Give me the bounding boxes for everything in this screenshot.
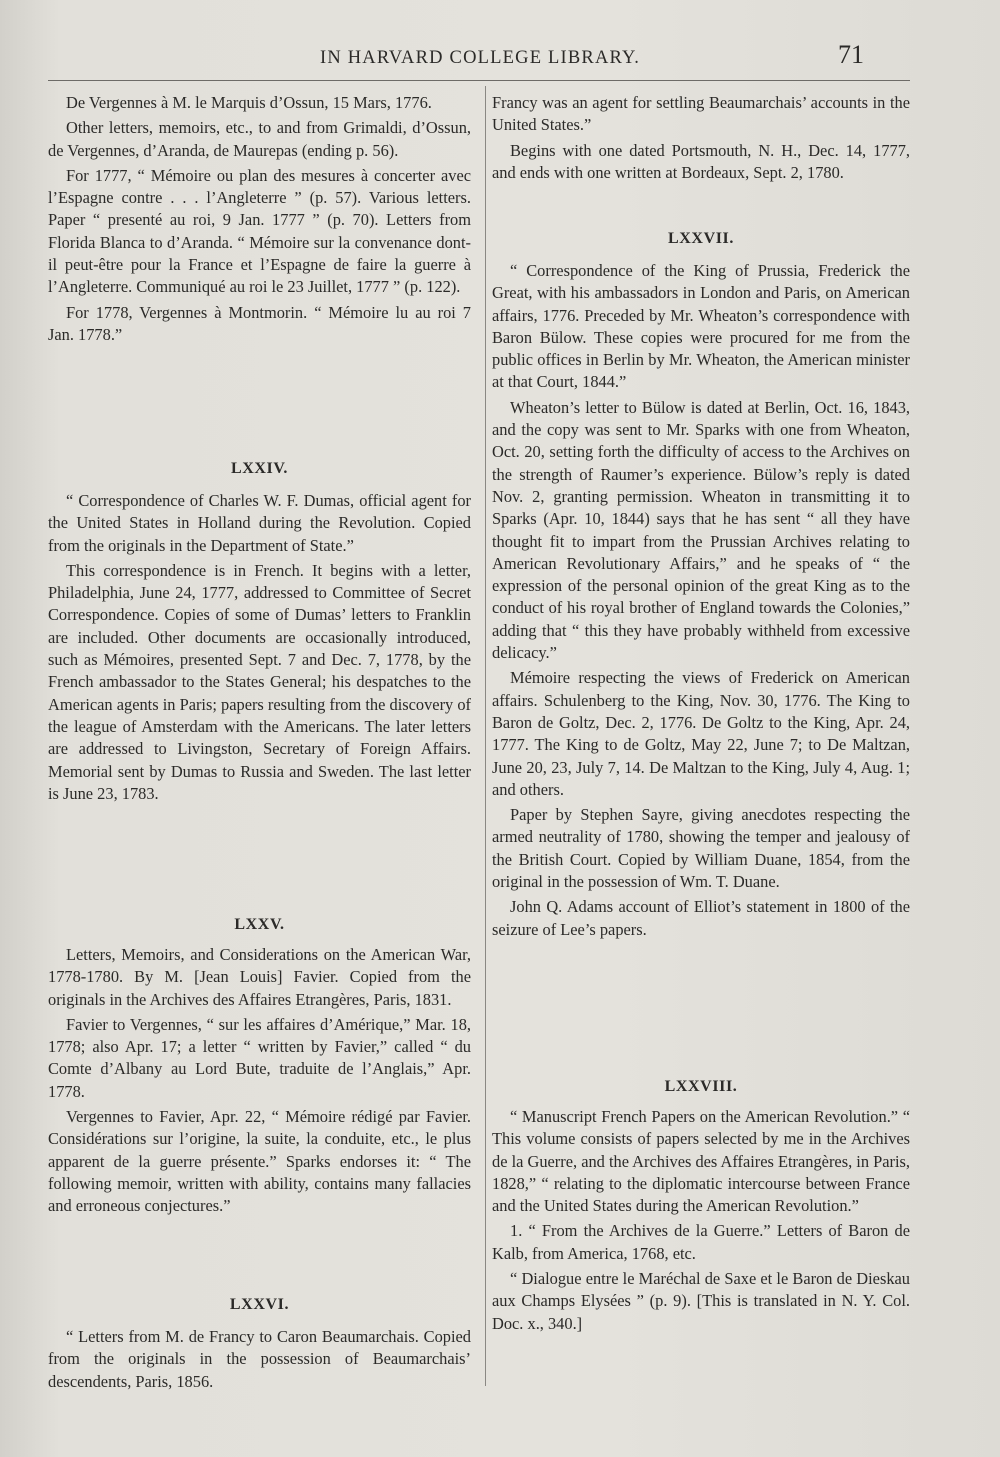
- header-rule: [48, 80, 910, 81]
- section-heading: LXXVII.: [668, 230, 734, 247]
- paragraph: Favier to Vergennes, “ sur les affaires d’Amérique,” Mar. 18, 1778; also Apr. 17; a letter “ written by Favier,” called “ du Comte d’Albany au Lord Bute, traduite de l’Anglais,” Apr. 1778.: [48, 1014, 471, 1101]
- paragraph: For 1777, “ Mémoire ou plan des mesures à concerter avec l’Espagne contre . . . l’Angleterre ” (p. 57). Various letters. Paper “ presenté au roi, 9 Jan. 1777 ” (p. 70). Letters from Florida Blanca to d’Aranda. “ Mémoire sur la convenance dont-il peut-être pour la France et l’Espagne de faire la guerre à l’Angleterre. Communiqué au roi le 23 Juillet, 1777 ” (p. 122).: [48, 165, 471, 297]
- paragraph: Vergennes to Favier, Apr. 22, “ Mémoire rédigé par Favier. Considérations sur l’origine, la suite, la conduite, etc., le plus apparent de la guerre présente.” Sparks endorses it: “ The following memoir, written with ability, contains many fallacies and erroneous conjectures.”: [48, 1107, 471, 1216]
- section-heading: LXXV.: [234, 916, 285, 933]
- section-lxxvii-body: [492, 260, 910, 944]
- paragraph: Letters, Memoirs, and Considerations on the American War, 1778-1780. By M. [Jean Louis] Favier. Copied from the originals in the Archives des Affaires Etrangères, Paris, 1831.: [48, 945, 471, 1009]
- paragraph: “ Correspondence of the King of Prussia, Frederick the Great, with his ambassadors in London and Paris, on American affairs, 1776. Preceded by Mr. Wheaton’s correspondence with Baron Bülow. These copies were procured for me from the public offices in Berlin by Mr. Wheaton, the American minister at that Court, 1844.”: [492, 261, 910, 392]
- running-head: IN HARVARD COLLEGE LIBRARY.: [319, 48, 641, 68]
- section-lxxviii: [492, 1076, 910, 1098]
- section-lxxv-body: [48, 944, 471, 1221]
- section-lxxiii-continued: [48, 92, 471, 349]
- paragraph: Wheaton’s letter to Bülow is dated at Berlin, Oct. 16, 1843, and the copy was sent to Mr. Sparks with one from Wheaton, Oct. 20, setting forth the difficulty of access to the Archives on the strength of Raumer’s experience. Bülow’s reply is dated Nov. 2, granting permission. Wheaton in transmitting it to Sparks (Apr. 10, 1844) says that he has sent “ all they have thought fit to impart from the Prussian Archives relating to American Revolutionary Affairs,” and he speaks of “ the expression of the personal opinion of the great King as to the conduct of his royal brother of England towards the Colonies,” adding that “ this they have probably withheld from excessive delicacy.”: [492, 397, 910, 663]
- paragraph: This correspondence is in French. It begins with a letter, Philadelphia, June 24, 1777, addressed to Committee of Secret Correspondence. Copies of some of Dumas’ letters to Franklin are included. Other documents are occasionally introduced, such as Mémoires, presented Sept. 7 and Dec. 7, 1778, by the French ambassador to the States General; his despatches to the American agents in Paris; papers resulting from the discovery of the league of Amsterdam with the Americans. The later letters are addressed to Livingston, Secretary of Foreign Affairs. Memorial sent by Dumas to Russia and Sweden. The last letter is June 23, 1783.: [48, 560, 471, 803]
- section-lxxvi-body: [48, 1326, 471, 1396]
- paragraph: Mémoire respecting the views of Frederick on American affairs. Schulenberg to the King, Nov. 30, 1776. The King to Baron de Goltz, Dec. 2, 1776. De Goltz to the King, Apr. 24, 1777. The King to de Goltz, May 22, June 7; to De Maltzan, June 20, 23, July 7, 14. De Maltzan to the King, July 4, Aug. 1; and others.: [492, 668, 910, 799]
- paragraph: “ Correspondence of Charles W. F. Dumas, official agent for the United States in Holland during the Revolution. Copied from the originals in the Department of State.”: [48, 491, 471, 555]
- section-heading: LXXVI.: [229, 1296, 290, 1313]
- section-lxxiv-body: [48, 490, 471, 808]
- section-lxxvii: [492, 228, 910, 250]
- section-heading: LXXIV.: [230, 460, 289, 477]
- paragraph: Paper by Stephen Sayre, giving anecdotes respecting the armed neutrality of 1780, showing the temper and jealousy of the British Court. Copied by William Duane, 1854, from the original in the possession of Wm. T. Duane.: [492, 805, 910, 892]
- paragraph: De Vergennes à M. le Marquis d’Ossun, 15 Mars, 1776.: [66, 93, 432, 112]
- paragraph: Other letters, memoirs, etc., to and from Grimaldi, d’Ossun, de Vergennes, d’Aranda, de Maurepas (ending p. 56).: [48, 118, 471, 160]
- page-number: 71: [838, 40, 864, 69]
- column-divider: [485, 86, 486, 1386]
- paragraph: For 1778, Vergennes à Montmorin. “ Mémoire lu au roi 7 Jan. 1778.”: [48, 302, 471, 344]
- section-lxxv: [48, 914, 471, 936]
- section-lxxvi-continued: [492, 92, 910, 187]
- section-lxxiv: [48, 458, 471, 480]
- paragraph: “ Dialogue entre le Maréchal de Saxe et le Baron de Dieskau aux Champs Elysées ” (p. 9). [This is translated in N. Y. Col. Doc. x., 340.]: [492, 1269, 910, 1333]
- paragraph: Begins with one dated Portsmouth, N. H., Dec. 14, 1777, and ends with one written at Bordeaux, Sept. 2, 1780.: [492, 140, 910, 182]
- section-lxxvi: [48, 1294, 471, 1316]
- paragraph: “ Manuscript French Papers on the American Revolution.” “ This volume consists of papers selected by me in the Archives de la Guerre, and the Archives des Affaires Etrangères, in Paris, 1828,” “ relating to the diplomatic intercourse between France and the United States during the American Revolution.”: [492, 1107, 910, 1216]
- section-lxxviii-body: [492, 1106, 910, 1338]
- paragraph: “ Letters from M. de Francy to Caron Beaumarchais. Copied from the originals in the possession of Beaumarchais’ descendents, Paris, 1856.: [48, 1327, 471, 1391]
- section-heading: LXXVIII.: [664, 1078, 738, 1095]
- paragraph: 1. “ From the Archives de la Guerre.” Letters of Baron de Kalb, from America, 1768, etc.: [492, 1221, 910, 1263]
- paragraph: Francy was an agent for settling Beaumarchais’ accounts in the United States.”: [492, 93, 910, 135]
- paragraph: John Q. Adams account of Elliot’s statement in 1800 of the seizure of Lee’s papers.: [492, 897, 910, 939]
